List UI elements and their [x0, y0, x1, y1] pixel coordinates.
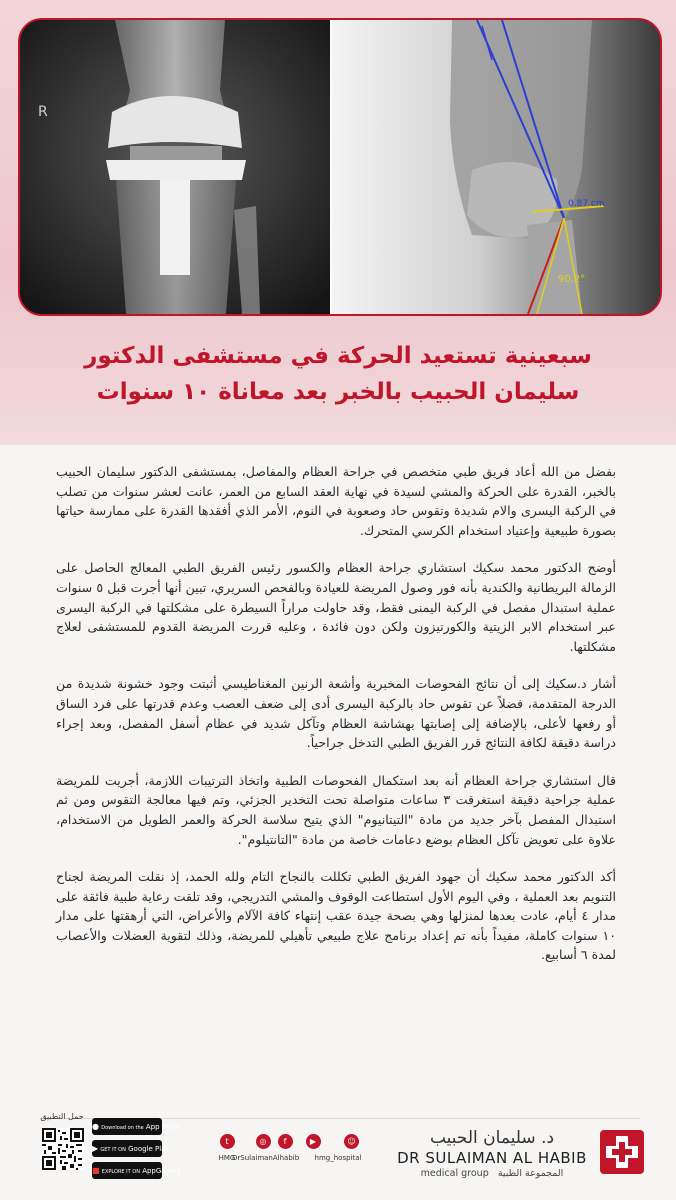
headline-line-2: سليمان الحبيب بالخبر بعد معاناة ١٠ سنوات — [96, 379, 580, 405]
article-paragraph: بفضل من الله أعاد فريق طبي متخصص في جراحة العظام والمفاصل، بمستشفى الدكتور سليمان الحبيب بالخبر، القدرة على الحركة والمشي لسيدة في نهاية العقد السابع من العمر، عانت لعشر سنوات من تصلب في الركبة اليسرى والام شديدة وتقوس حاد وصعوبة في النوم، الأمر الذي أفقدها القدرة على ممارسة حياتها بصورة طبيعية وإعتياد استخدام الكرسي المتحرك. — [56, 464, 616, 538]
brand-group-arabic: المجموعة الطبية — [497, 1168, 564, 1179]
google-play-small: GET IT ON — [100, 1147, 126, 1153]
app-download-title: حمل التطبيق — [40, 1112, 84, 1121]
snapchat-icon: ☺ — [344, 1134, 359, 1149]
social-facebook[interactable] — [272, 1134, 298, 1149]
social-handle: HMG — [218, 1154, 236, 1162]
youtube-icon: ▶ — [306, 1134, 321, 1149]
article-paragraph: أوضح الدكتور محمد سكيك استشاري جراحة العظام والكسور رئيس الفريق الطبي المعالج الحاصل على الزمالة البريطانية والكندية بأنه فور وصول المريضة للعيادة وبالفحص السريري، تبين أنها أجرت قبل ٥ سنوات عملية استبدال مفصل في الركبة اليمنى فقط، وقد حاولت مراراً السيطرة على مشكلتها في الركبة اليسرى عبر استخدام الابر الزيتية والكورتيزون ولكن دون فائدة ، وعليه قررت المريضة القدوم للمستشفى لعلاج مشكلتها. — [56, 560, 616, 654]
app-download-block — [36, 1112, 181, 1190]
app-store-label: App Store — [145, 1123, 181, 1131]
qr-code[interactable] — [42, 1128, 84, 1170]
app-gallery-button[interactable] — [92, 1162, 181, 1179]
google-play-button[interactable] — [92, 1140, 170, 1157]
svg-text:R: R — [38, 104, 48, 120]
huawei-icon: ■ — [92, 1166, 100, 1175]
social-handle: DrSulaimanAlhabib — [232, 1154, 300, 1162]
xray-image-frontal — [20, 20, 330, 314]
apple-icon: ● — [92, 1122, 99, 1131]
social-snapchat[interactable] — [300, 1134, 370, 1162]
app-store-small: Download on the — [101, 1125, 144, 1131]
xray-image-lateral — [332, 20, 660, 314]
xray-angle-label: 90.2° — [558, 274, 586, 285]
instagram-icon: ◎ — [256, 1134, 271, 1149]
app-store-button[interactable] — [92, 1118, 181, 1135]
article-paragraph: قال استشاري جراحة العظام أنه بعد استكمال الفحوصات الطبية واتخاذ الترتيبات اللازمة، أجريت للمريضة عملية جراحية دقيقة استغرقت ٣ ساعات متواصلة تحت التخدير الجزئي، وتم فيها معالجة التقوس ومن ثم استبدال المفصل بآخر جديد من مادة "التيتانيوم" الذي يتيح سلاسة الحركة والعمر الطويل من الاستخدام، علاوة على تعويض تآكل العظام بوضع دعامات خاصة من مادة "التانتيلوم". — [56, 772, 616, 847]
article-paragraph: أشار د.سكيك إلى أن نتائج الفحوصات المخبرية وأشعة الرنين المغناطيسي أثبتت وجود خشونة شديدة من الدرجة المتقدمة، فضلاً عن تقوس حاد بالركبة اليسرى أدى إلى ضعف العصب وعدم قدرتها على فرد الساق أو رفعها لأعلى، بالإضافة إلى إصابتها بهشاشة العظام وتآكل شديد في عظام أسفل المفصل، وبعد إجراء دراسة دقيقة لكافة النتائج قرر الفريق الطبي التدخل جراحياً. — [56, 676, 616, 751]
twitter-icon: t — [220, 1134, 235, 1149]
article-paragraph: أكد الدكتور محمد سكيك أن جهود الفريق الطبي تكللت بالنجاح التام ولله الحمد، إذ نقلت المريضة لجناح التنويم بعد العملية ، وفي اليوم الأول استطاعت الوقوف والمشي التدريجي، وقد تلقت رعاية طبية فائقة على مدار ٤ أيام، عادت بعدها لمنزلها وهي بصحة جيدة عقب إنتهاء كافة الآلام والأعراض، التي أرهقتها على مدار ١٠ سنوات كاملة، مفيداً بأنه تم إعداد برنامج علاج طبيعي تأهيلي للمريضة، وذلك لتقوية العضلات والأعصاب لمدة ٦ أسابيع. — [56, 869, 616, 963]
xray-photo-frame — [18, 18, 662, 316]
facebook-icon: f — [278, 1134, 293, 1149]
article-body — [56, 462, 616, 983]
app-gallery-small: EXPLORE IT ON — [101, 1169, 140, 1175]
brand-name-english: DR SULAIMAN AL HABIB — [397, 1149, 587, 1167]
xray-measure-label: 0.87 cm — [568, 199, 605, 209]
google-play-icon: ▶ — [92, 1144, 99, 1153]
header-card — [0, 0, 676, 445]
brand-name-arabic: د. سليمان الحبيب — [429, 1128, 555, 1148]
google-play-label: Google Play — [128, 1145, 170, 1153]
headline-line-1: سبعينية تستعيد الحركة في مستشفى الدكتور — [84, 343, 592, 369]
article-headline — [20, 338, 656, 410]
hmg-logo-icon — [600, 1130, 644, 1174]
brand-group-english: medical group — [420, 1168, 489, 1179]
social-handle: hmg_hospital — [314, 1154, 362, 1162]
brand-group — [394, 1168, 590, 1179]
app-gallery-label: AppGallery — [142, 1167, 181, 1175]
